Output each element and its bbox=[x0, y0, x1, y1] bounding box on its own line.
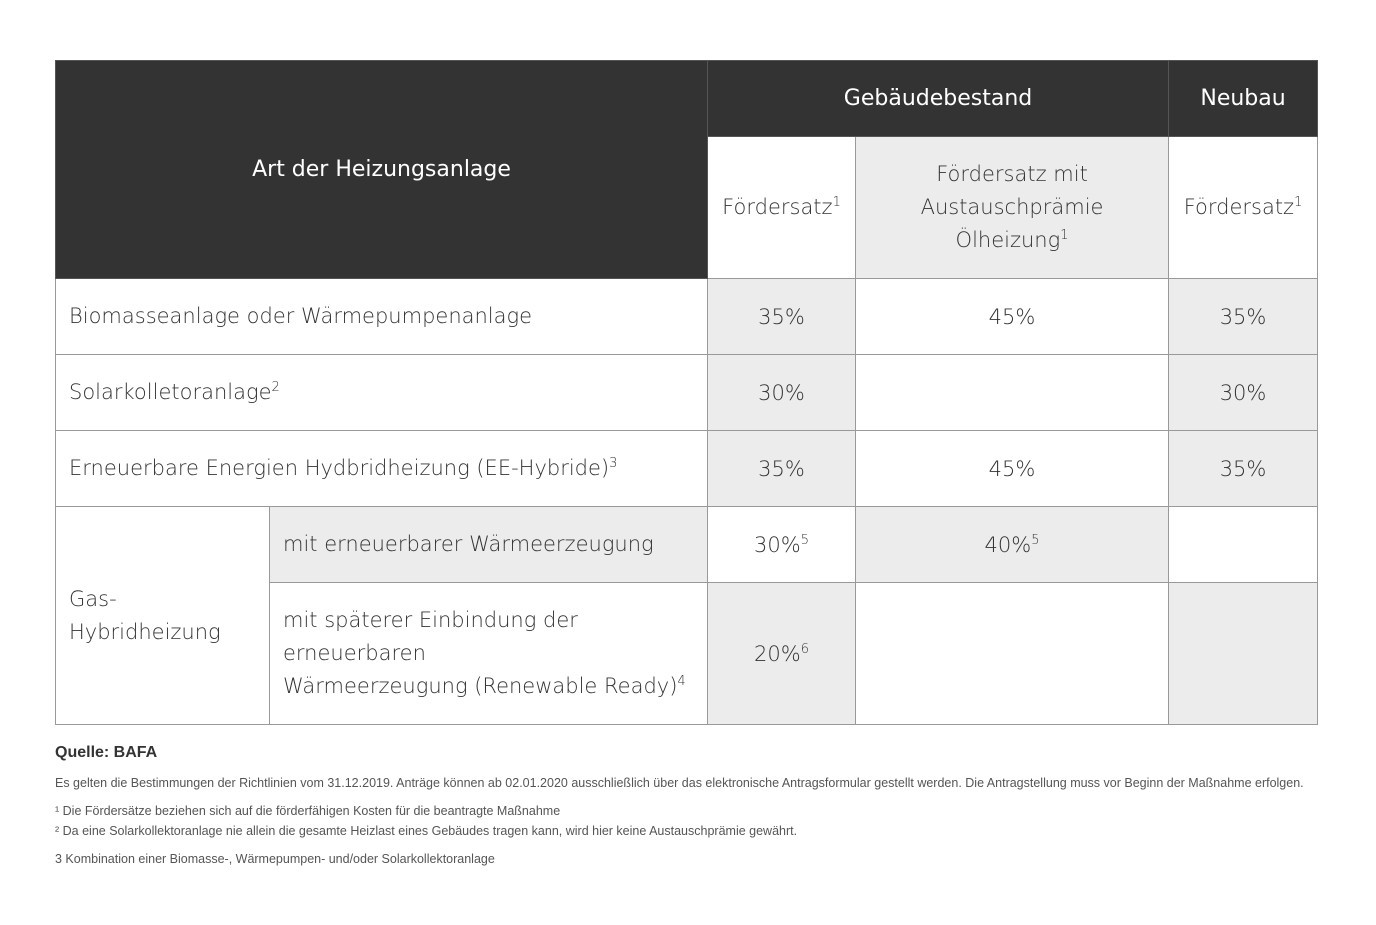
cell-austausch: 45% bbox=[856, 431, 1169, 507]
cell-bestand: 35% bbox=[708, 279, 856, 355]
header-existing-buildings: Gebäudebestand bbox=[708, 61, 1169, 137]
funding-table bbox=[55, 60, 1318, 725]
table-row bbox=[56, 355, 1318, 431]
header-new-buildings: Neubau bbox=[1169, 61, 1318, 137]
header-funding-rate: Fördersatz$^1$ bbox=[708, 137, 856, 279]
table-row bbox=[56, 279, 1318, 355]
cell-bestand: 30%$^5$ bbox=[708, 507, 856, 583]
row-label: Solarkolletoranlage$^2$ bbox=[56, 355, 708, 431]
cell-austausch: 45% bbox=[856, 279, 1169, 355]
notes-section bbox=[55, 740, 1335, 866]
footnote-3: 3 Kombination einer Biomasse-, Wärmepumpen- und/oder Solarkollektoranlage bbox=[55, 852, 495, 866]
cell-bestand: 30% bbox=[708, 355, 856, 431]
cell-bestand: 20%$^6$ bbox=[708, 583, 856, 725]
table-row bbox=[56, 507, 1318, 583]
source-label: Quelle: BAFA bbox=[55, 744, 158, 761]
cell-austausch bbox=[856, 583, 1169, 725]
table-row bbox=[56, 431, 1318, 507]
row-sublabel: mit späterer Einbindung der erneuerbaren Wärmeerzeugung (Renewable Ready)$^4$ bbox=[270, 583, 708, 725]
cell-neubau bbox=[1169, 583, 1318, 725]
cell-neubau: 35% bbox=[1169, 431, 1318, 507]
cell-neubau: 35% bbox=[1169, 279, 1318, 355]
footnote-1: ¹ Die Fördersätze beziehen sich auf die förderfähigen Kosten für die beantragte Maßnahme bbox=[55, 804, 561, 818]
cell-austausch: 40%$^5$ bbox=[856, 507, 1169, 583]
header-new-funding-rate: Fördersatz$^1$ bbox=[1169, 137, 1318, 279]
cell-neubau: 30% bbox=[1169, 355, 1318, 431]
row-label: Biomasseanlage oder Wärmepumpenanlage bbox=[56, 279, 708, 355]
footnote-2: ² Da eine Solarkollektoranlage nie allein die gesamte Heizlast eines Gebäudes tragen kann, wird hier keine Austauschprämie gewährt. bbox=[55, 824, 798, 838]
row-label: Erneuerbare Energien Hydbridheizung (EE-Hybride)$^3$ bbox=[56, 431, 708, 507]
gas-hybrid-label: Gas- Hybridheizung bbox=[56, 507, 270, 725]
cell-bestand: 35% bbox=[708, 431, 856, 507]
general-note: Es gelten die Bestimmungen der Richtlinien vom 31.12.2019. Anträge können ab 02.01.2020 ausschließlich über das elektronische Antragsformular gestellt werden. Die Antragstellung muss vor Beginn der Maßnahme erfolgen. bbox=[55, 776, 1304, 790]
cell-neubau bbox=[1169, 507, 1318, 583]
row-sublabel: mit erneuerbarer Wärmeerzeugung bbox=[270, 507, 708, 583]
header-heating-type: Art der Heizungsanlage bbox=[56, 61, 708, 279]
cell-austausch bbox=[856, 355, 1169, 431]
header-exchange-premium: Fördersatz mit Austauschprämie Ölheizung$^1$ bbox=[856, 137, 1169, 279]
